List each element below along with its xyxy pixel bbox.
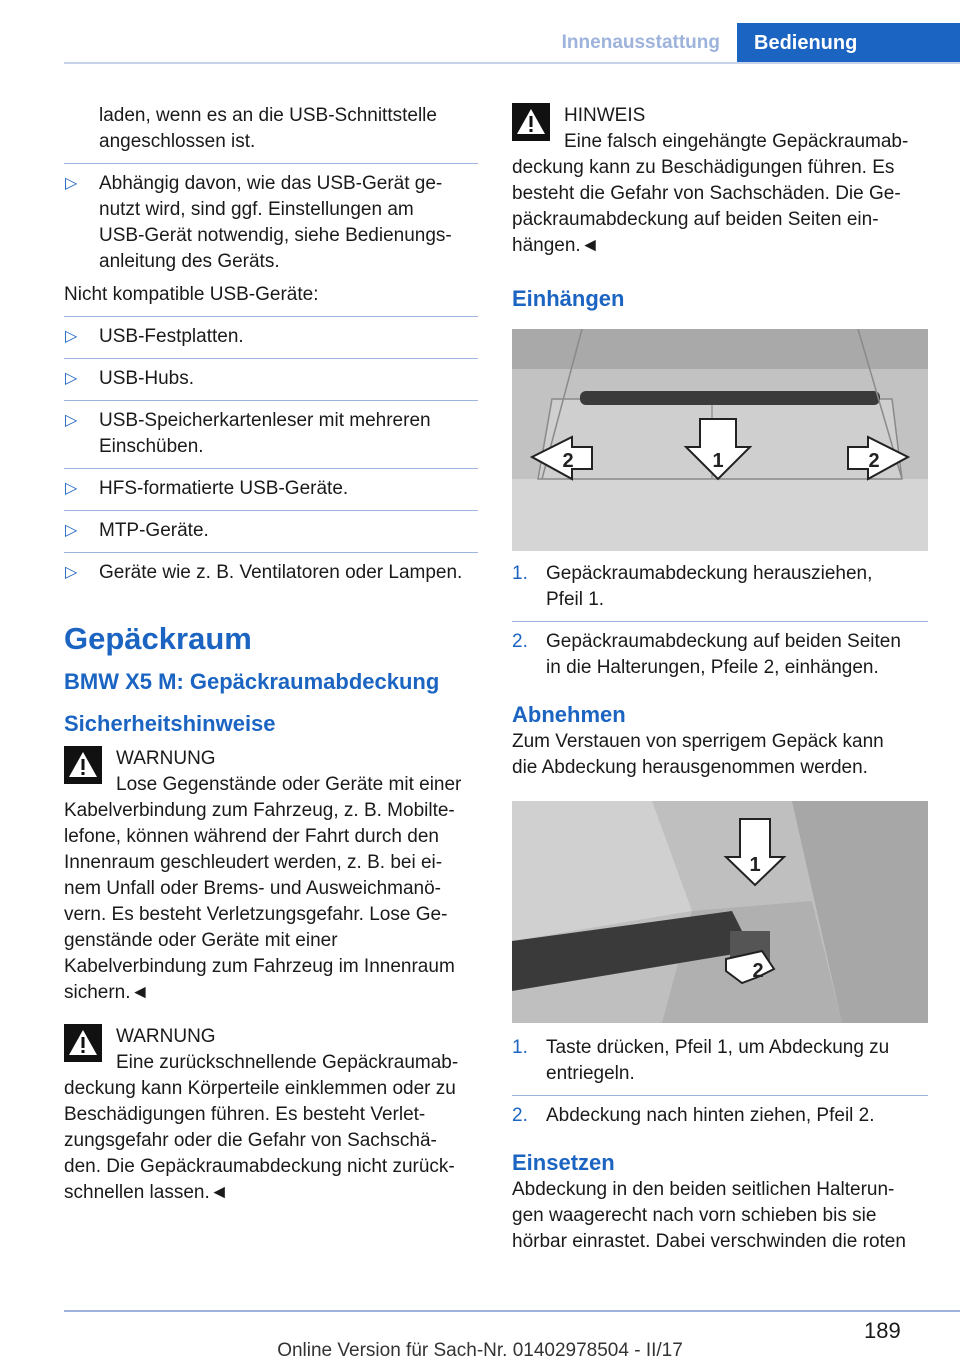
warning-triangle-icon	[64, 1024, 102, 1062]
right-column: HINWEIS Eine falsch eingehängte Gepäckraumab- deckung kann zu Beschädigungen führen. Es besteht die Gefahr von Sachschäden. Die Ge- päckraumabdeckung auf beiden Seiten ein- hängen.◄ Einhängen 1 2 2 1. Gepäckraumabdeckung herausziehen, Pfeil 1. 2. Gepäckraumabdeckung auf beiden Seiten in die Halterungen, Pfeile 2, einhängen. Abnehmen Zum Verstauen von sperrigem Gepäck kann die Abdeckung herausgenommen werden. 1 2 1. Taste drücken, Pfeil 1, um Abdeckung zu entriegeln. 2. Abdeckung nach hinten ziehen, Pfeil 2. Einsetzen Abdeckung in den beiden seitlichen Halterun- gen waagerecht nach vorn schieben bis sie hörbar einrastet. Dabei verschwinden die roten	[512, 103, 928, 1255]
triangle-bullet-icon: ▷	[65, 522, 78, 539]
separator	[64, 510, 478, 511]
footer-rule	[64, 1310, 960, 1312]
list-item: ▷ USB-Hubs.	[64, 366, 478, 392]
warning-triangle-icon	[64, 746, 102, 784]
list-intro: Nicht kompatible USB-Geräte:	[64, 284, 319, 305]
figure-label: 2	[752, 960, 764, 982]
section-title: Gepäckraum	[64, 621, 252, 656]
separator	[64, 316, 478, 317]
text-line: angeschlossen ist.	[99, 131, 256, 152]
warning-label: WARNUNG	[116, 1026, 216, 1047]
text-line: laden, wenn es an die USB-Schnittstelle	[99, 105, 437, 126]
subsection-title: BMW X5 M: Gepäckraumabdeckung	[64, 669, 440, 694]
warning-box: WARNUNG Lose Gegenstände oder Geräte mit einer Kabelverbindung zum Fahrzeug, z. B. Mobilte- lefone, können während der Fahrt durch den Innenraum geschleudert werden, z. B. bei ei- nem Unfall oder Brems- und Ausweichmanö- vern. Es besteht Verletzungsgefahr. Lose Ge- genstände oder Geräte mit einer Kabelverbindung zum Fahrzeug im Innenraum sichern.◄	[64, 746, 478, 1006]
notice-triangle-icon	[512, 103, 550, 141]
separator	[64, 552, 478, 553]
header-section-label: Innenausstattung	[561, 32, 720, 53]
warning-box: WARNUNG Eine zurückschnellende Gepäckraumab- deckung kann Körperteile einklemmen oder zu Beschädigungen führen. Es besteht Verlet- zungsgefahr oder die Gefahr von Sachschä- den. Die Gepäckraumabdeckung nicht zurück- schnellen lassen.◄	[64, 1024, 478, 1206]
separator	[64, 163, 478, 164]
notice-box: HINWEIS Eine falsch eingehängte Gepäckraumab- deckung kann zu Beschädigungen führen. Es besteht die Gefahr von Sachschäden. Die Ge- päckraumabdeckung auf beiden Seiten ein- hängen.◄	[512, 103, 928, 259]
online-version-note: Online Version für Sach-Nr. 01402978504 - II/17	[277, 1340, 683, 1361]
separator	[64, 358, 478, 359]
triangle-bullet-icon: ▷	[65, 370, 78, 387]
header-rule	[64, 62, 960, 64]
step-item: 2. Gepäckraumabdeckung auf beiden Seiten in die Halterungen, Pfeile 2, einhängen.	[512, 631, 901, 678]
list-item: ▷ Geräte wie z. B. Ventilatoren oder Lampen.	[64, 560, 478, 586]
figure-cargo-cover-install	[512, 329, 928, 551]
separator	[512, 621, 928, 622]
header-chapter-tab: Bedienung	[737, 23, 960, 63]
list-item: ▷ HFS-formatierte USB-Geräte.	[64, 476, 478, 502]
notice-label: HINWEIS	[564, 105, 646, 126]
figure-label: 1	[712, 450, 724, 472]
step-item: 1. Gepäckraumabdeckung herausziehen, Pfeil 1.	[512, 563, 873, 610]
triangle-bullet-icon: ▷	[65, 412, 78, 429]
list-item: ▷ USB-Festplatten.	[64, 324, 478, 350]
triangle-bullet-icon: ▷	[65, 328, 78, 345]
step-item: 1. Taste drücken, Pfeil 1, um Abdeckung zu entriegeln.	[512, 1037, 890, 1084]
safety-heading: Sicherheitshinweise	[64, 711, 276, 736]
page-number: 189	[864, 1318, 901, 1343]
einhaengen-heading: Einhängen	[512, 286, 625, 311]
separator	[512, 1095, 928, 1096]
figure-cargo-cover-remove	[512, 801, 928, 1023]
step-item: 2. Abdeckung nach hinten ziehen, Pfeil 2.	[512, 1105, 875, 1126]
left-column	[64, 103, 478, 1206]
abnehmen-heading: Abnehmen	[512, 702, 626, 727]
separator	[64, 468, 478, 469]
list-item: ▷ Abhängig davon, wie das USB-Gerät ge- nutzt wird, sind ggf. Einstellungen am USB-Gerät notwendig, siehe Bedienungs- anleitung des Geräts.	[65, 173, 452, 272]
list-item: ▷ USB-Speicherkartenleser mit mehreren Einschüben.	[65, 410, 431, 457]
einsetzen-heading: Einsetzen	[512, 1150, 615, 1175]
continued-text	[64, 103, 478, 155]
figure-label: 1	[749, 854, 761, 876]
triangle-bullet-icon: ▷	[65, 175, 78, 192]
figure-label: 2	[562, 450, 574, 472]
warning-label: WARNUNG	[116, 748, 216, 769]
triangle-bullet-icon: ▷	[65, 564, 78, 581]
list-item: ▷ MTP-Geräte.	[64, 518, 478, 544]
figure-label: 2	[868, 450, 880, 472]
separator	[64, 400, 478, 401]
page-header	[0, 0, 960, 64]
triangle-bullet-icon: ▷	[65, 480, 78, 497]
